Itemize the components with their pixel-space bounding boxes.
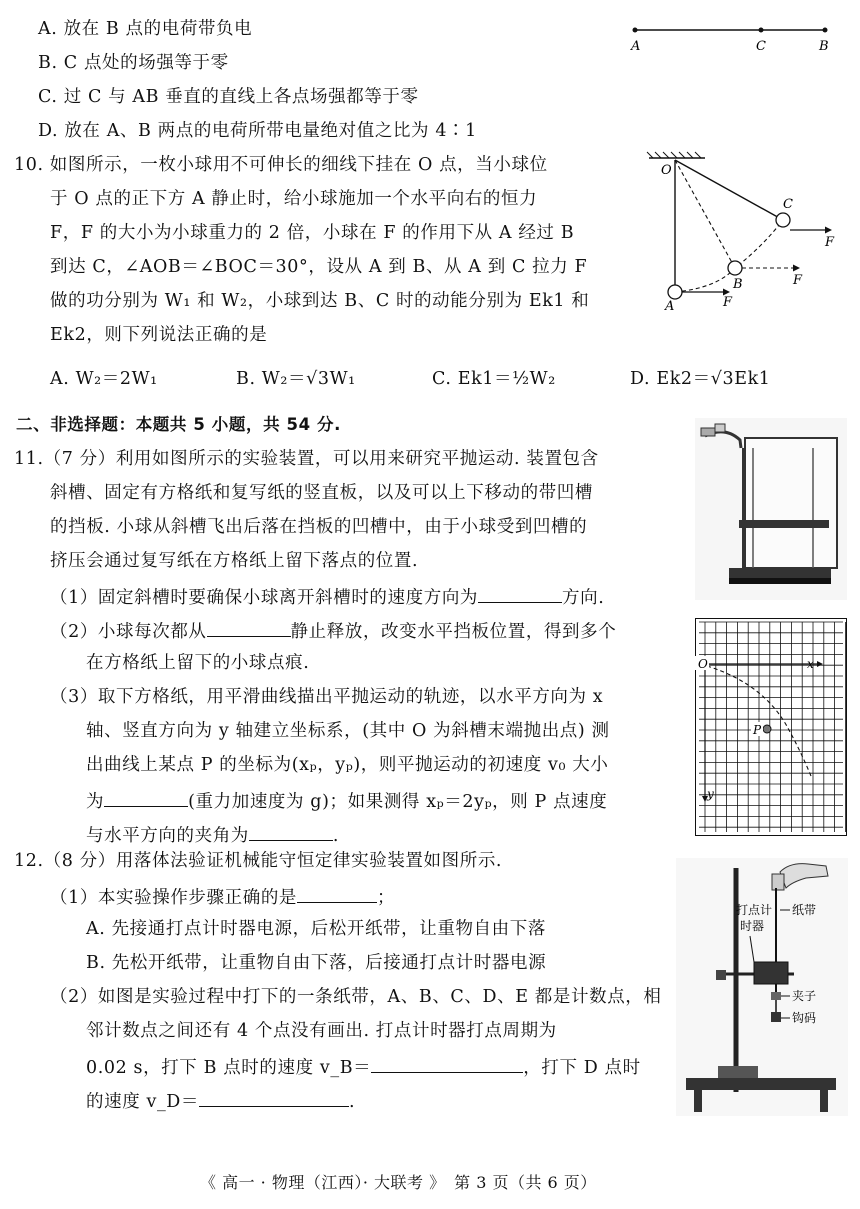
q11-line-3: 的挡板. 小球从斜槽飞出后落在挡板的凹槽中，由于小球受到凹槽的: [50, 517, 588, 537]
pendulum-figure: [643, 150, 843, 316]
force-label-a: F: [723, 295, 733, 310]
q10-line-2: 于 O 点的正下方 A 静止时，给小球施加一个水平向右的恒力: [50, 189, 538, 209]
force-label-b: F: [793, 273, 803, 288]
q12-part-1: （1）本实验操作步骤正确的是 ；: [50, 884, 395, 909]
q11-part-2: （2）小球每次都从 静止释放，改变水平挡板位置，得到多个: [50, 618, 616, 643]
q9-option-b: B. C 点处的场强等于零: [38, 53, 229, 73]
q11-line-4: 挤压会通过复写纸在方格纸上留下落点的位置.: [50, 551, 419, 571]
q11-part-3-line-3: 出曲线上某点 P 的坐标为(xₚ，yₚ)，则平抛运动的初速度 v₀ 大小: [86, 755, 609, 775]
q12-part-2-line-4: 的速度 v_D＝ .: [86, 1088, 355, 1113]
force-label-c: F: [825, 235, 835, 250]
timer-label-2: 时器: [740, 919, 765, 933]
q9-option-c: C. 过 C 与 AB 垂直的直线上各点场强都等于零: [38, 87, 419, 107]
point-b-label: B: [819, 39, 829, 54]
free-fall-apparatus-figure: [676, 858, 848, 1116]
q10-line-1: 10. 如图所示，一枚小球用不可伸长的细线下挂在 O 点，当小球位: [14, 155, 548, 175]
q11-line-2: 斜槽、固定有方格纸和复写纸的竖直板，以及可以上下移动的带凹槽: [50, 483, 593, 503]
q10-line-5: 做的功分别为 W₁ 和 W₂，小球到达 B、C 时的动能分别为 Ek1 和: [50, 291, 590, 311]
q10-line-3: F，F 的大小为小球重力的 2 倍，小球在 F 的作用下从 A 经过 B: [50, 223, 575, 243]
answer-blank-2[interactable]: [207, 618, 291, 637]
origin-label: O: [698, 657, 708, 671]
q11-part-3-line-1: （3）取下方格纸，用平滑曲线描出平抛运动的轨迹，以水平方向为 x: [50, 687, 604, 707]
answer-blank-1[interactable]: [478, 584, 562, 603]
q10-option-a: A. W₂＝2W₁: [50, 369, 158, 389]
point-p-label: P: [753, 723, 762, 737]
tape-label: 纸带: [792, 903, 817, 917]
q10-line-6: Ek2，则下列说法正确的是: [50, 325, 268, 345]
q12-part-2-line-1: （2）如图是实验过程中打下的一条纸带，A、B、C、D、E 都是计数点，相: [50, 987, 662, 1007]
q11-part-1: （1）固定斜槽时要确保小球离开斜槽时的速度方向为 方向.: [50, 584, 604, 609]
point-a-label: A: [665, 299, 675, 314]
weight-label: 钩码: [792, 1011, 817, 1025]
timer-label-1: 打点计: [736, 903, 773, 917]
point-o-label: O: [661, 163, 672, 178]
q9-line-figure: [625, 18, 840, 58]
answer-blank-5[interactable]: [297, 884, 377, 903]
q12-part-2-line-2: 邻计数点之间还有 4 个点没有画出. 打点计时器打点周期为: [86, 1021, 557, 1041]
q12-part-2-line-3: 0.02 s，打下 B 点时的速度 v_B＝ ，打下 D 点时: [86, 1054, 641, 1079]
q10-option-d: D. Ek2＝√3Ek1: [630, 369, 771, 389]
q9-option-a: A. 放在 B 点的电荷带负电: [38, 19, 253, 39]
q11-part-3-line-5: 与水平方向的夹角为 .: [86, 822, 339, 847]
q10-line-4: 到达 C，∠AOB＝∠BOC＝30°，设从 A 到 B、从 A 到 C 拉力 F: [50, 257, 588, 277]
q10-option-c: C. Ek1＝½W₂: [432, 369, 556, 389]
q9-option-d: D. 放在 A、B 两点的电荷所带电量绝对值之比为 4∶1: [38, 121, 477, 141]
point-a-label: A: [631, 39, 641, 54]
point-c-label: C: [756, 39, 766, 54]
q11-part-3-line-2: 轴、竖直方向为 y 轴建立坐标系，(其中 O 为斜槽末端抛出点) 测: [86, 721, 610, 741]
q12-line-1: 12.（8 分）用落体法验证机械能守恒定律实验装置如图所示.: [14, 851, 503, 871]
x-axis-label: x: [807, 657, 814, 671]
grid-paper-figure: [695, 618, 847, 836]
point-b-label: B: [733, 277, 743, 292]
q12-option-b: B. 先松开纸带，让重物自由下落，后接通打点计时器电源: [86, 953, 547, 973]
answer-blank-7[interactable]: [199, 1088, 349, 1107]
y-axis-label: y: [707, 787, 714, 801]
q12-option-a: A. 先接通打点计时器电源，后松开纸带，让重物自由下落: [86, 919, 546, 939]
q11-part-2-cont: 在方格纸上留下的小球点痕.: [86, 653, 310, 673]
q10-option-b: B. W₂＝√3W₁: [236, 369, 356, 389]
q11-part-3-line-4: 为 (重力加速度为 g)；如果测得 xₚ＝2yₚ，则 P 点速度: [86, 788, 607, 813]
page-footer: 《 高一 · 物理（江西）· 大联考 》 第 3 页（共 6 页）: [200, 1173, 597, 1192]
point-c-label: C: [783, 197, 793, 212]
answer-blank-4[interactable]: [249, 822, 333, 841]
answer-blank-6[interactable]: [371, 1054, 523, 1073]
q11-line-1: 11.（7 分）利用如图所示的实验装置，可以用来研究平抛运动. 装置包含: [14, 449, 599, 469]
answer-blank-3[interactable]: [104, 788, 188, 807]
projectile-apparatus-figure: [695, 418, 847, 600]
section-heading: 二、非选择题：本题共 5 小题，共 54 分.: [16, 415, 341, 434]
clip-label: 夹子: [792, 989, 817, 1003]
